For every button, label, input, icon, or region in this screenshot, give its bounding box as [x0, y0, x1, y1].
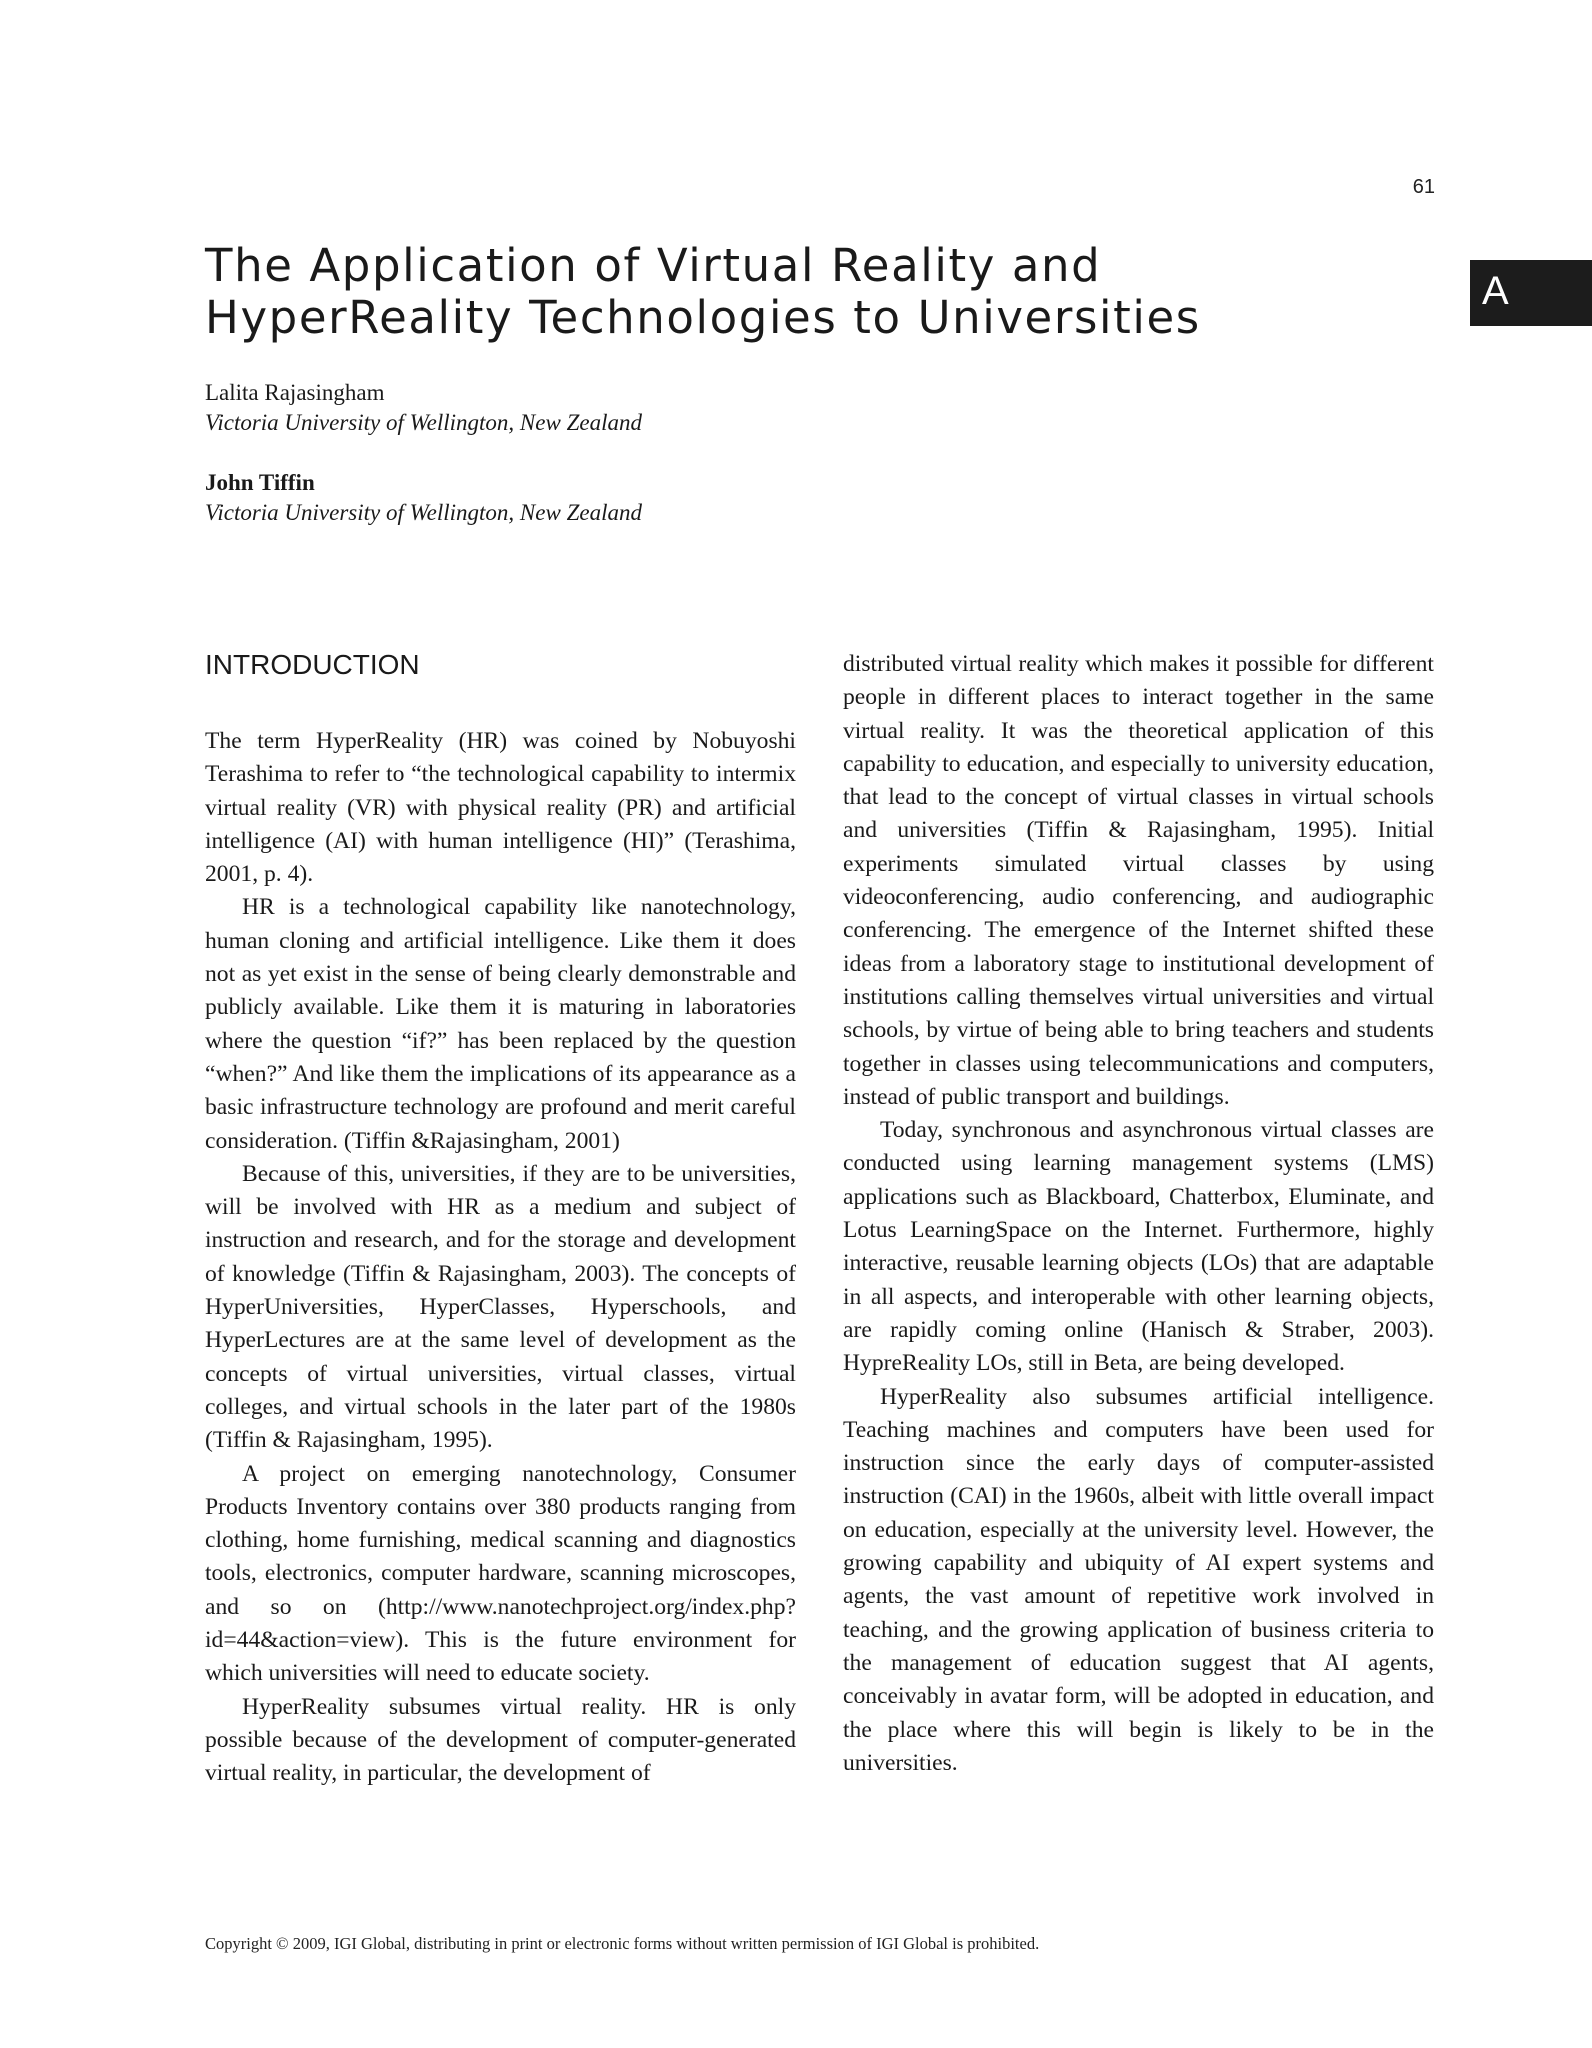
paragraph: HyperReality also subsumes artificial intelligence. Teaching machines and computers have been used for instruction since the early days of computer-assisted instruction (CAI) in the 1960s, albeit with little overall impact on education, especially at the university level. However, the growing capability and ubiquity of AI expert systems and agents, the vast amount of repetitive work involved in teaching, and the growing application of business criteria to the management of education suggest that AI agents, conceivably in avatar form, will be adopted in education, and the place where this will begin is likely to be in the universities.: [843, 1383, 1434, 1776]
title-line-1: The Application of Virtual Reality and: [205, 239, 1102, 292]
page-number: 61: [1412, 176, 1435, 198]
paragraph: A project on emerging nanotechnology, Consumer Products Inventory contains over 380 products ranging from clothing, home furnishing, medical scanning and diagnostics tools, electronics, computer hardware, scanning microscopes, and so on (http://www.nanotechproject.org/index.php?id=44&action=view). This is the future environment for which universities will need to educate society.: [205, 1460, 796, 1687]
section-letter-tab: A: [1470, 260, 1592, 326]
title-line-2: HyperReality Technologies to Universities: [205, 291, 1201, 344]
paragraph: HyperReality subsumes virtual reality. HR is only possible because of the development of computer-generated virtual reality, in particular, the development of: [205, 1693, 796, 1787]
paragraph: HR is a technological capability like nanotechnology, human cloning and artificial intelligence. Like them it does not as yet exist in the sense of being clearly demonstrable and publicly available. Like them it is maturing in laboratories where the question “if?” has been replaced by the question “when?” And like them the implications of its appearance as a basic infrastructure technology are profound and merit careful consideration. (Tiffin &Rajasingham, 2001): [205, 894, 796, 1154]
author-name: John Tiffin: [205, 470, 315, 495]
section-heading-introduction: INTRODUCTION: [205, 649, 420, 680]
text-column-right: [843, 648, 1434, 1780]
copyright-footer: Copyright © 2009, IGI Global, distributing in print or electronic forms without written permission of IGI Global is prohibited.: [205, 1934, 1040, 1953]
author-block: [205, 468, 642, 528]
author-block: [205, 378, 642, 438]
author-name: Lalita Rajasingham: [205, 380, 385, 405]
author-affiliation: Victoria University of Wellington, New Zealand: [205, 410, 642, 435]
paragraph: distributed virtual reality which makes it possible for different people in different places to interact together in the same virtual reality. It was the theoretical application of this capability to education, and especially to university education, that lead to the concept of virtual classes in virtual schools and universities (Tiffin & Rajasingham, 1995). Initial experiments simulated virtual classes by using videoconferencing, audio conferencing, and audiographic conferencing. The emergence of the Internet shifted these ideas from a laboratory stage to institutional development of institutions calling themselves virtual universities and virtual schools, by virtue of being able to bring teachers and students together in classes using telecommunications and computers, instead of public transport and buildings.: [843, 651, 1434, 1110]
paragraph: The term HyperReality (HR) was coined by Nobuyoshi Terashima to refer to “the technological capability to intermix virtual reality (VR) with physical reality (PR) and artificial intelligence (AI) with human intelligence (HI)” (Terashima, 2001, p. 4).: [205, 728, 796, 888]
paragraph: Today, synchronous and asynchronous virtual classes are conducted using learning management systems (LMS) applications such as Blackboard, Chatterbox, Eluminate, and Lotus LearningSpace on the Internet. Furthermore, highly interactive, reusable learning objects (LOs) that are adaptable in all aspects, and interoperable with other learning objects, are rapidly coming online (Hanisch & Straber, 2003). HypreReality LOs, still in Beta, are being developed.: [843, 1117, 1434, 1377]
paragraph: Because of this, universities, if they are to be universities, will be involved with HR as a medium and subject of instruction and research, and for the storage and development of knowledge (Tiffin & Rajasingham, 2003). The concepts of HyperUniversities, HyperClasses, Hyperschools, and HyperLectures are at the same level of development as the concepts of virtual universities, virtual classes, virtual colleges, and virtual schools in the later part of the 1980s (Tiffin & Rajasingham, 1995).: [205, 1160, 796, 1454]
article-title: [205, 240, 1405, 344]
text-column-left: [205, 648, 796, 1791]
author-affiliation: Victoria University of Wellington, New Zealand: [205, 500, 642, 525]
